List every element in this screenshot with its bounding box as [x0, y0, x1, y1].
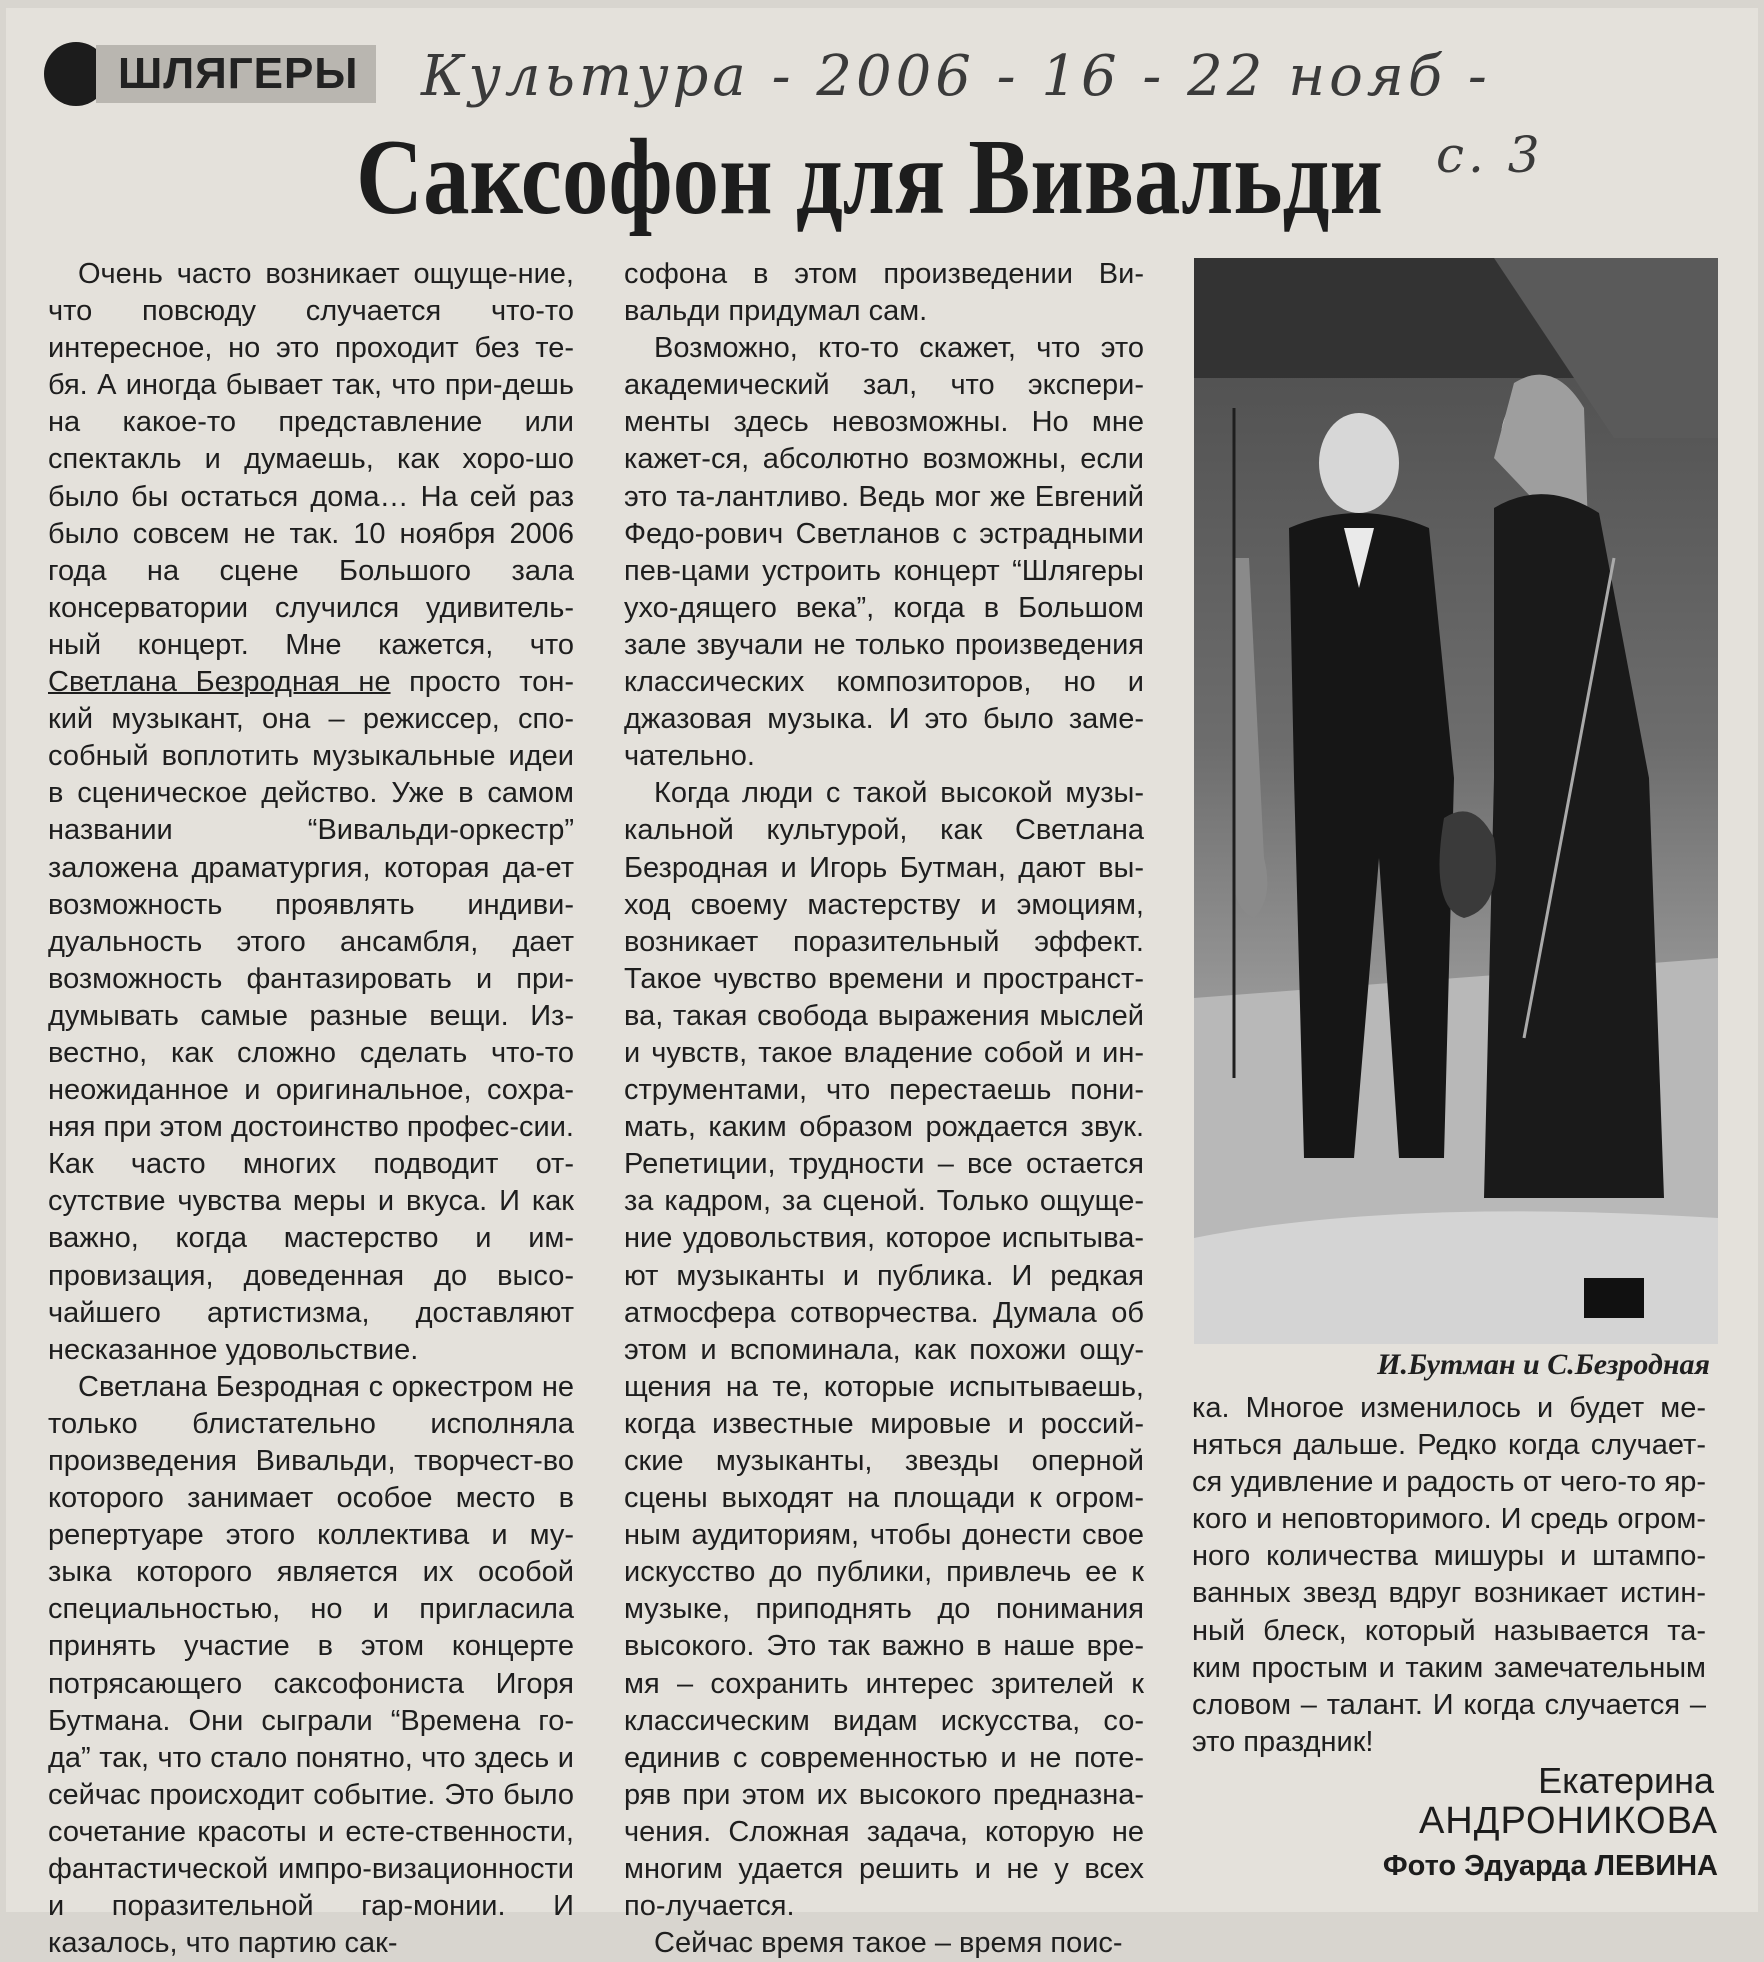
paragraph: ка. Многое изменилось и будет ме-няться дальше. Редко когда случает-ся удивление и радость от чего-то яр-кого и неповторимого. И средь огром-ного количества мишуры и штампо-ванных звезд вдруг возникает истин-ный блеск, который называется та-ким простым и таким замечательным словом – талант. И когда случается – это праздник!: [1192, 1392, 1706, 1758]
newspaper-clipping: [6, 8, 1758, 1960]
handwritten-page-note: с. 3: [1436, 126, 1544, 184]
article-headline: Саксофон для Вивальди: [356, 118, 1383, 237]
underlined-name: Светлана Безродная не: [48, 666, 391, 699]
concert-photo-image: [1194, 258, 1718, 1344]
rubric-header: [44, 42, 376, 106]
paragraph: Когда люди с такой высокой музы-кальной культурой, как Светлана Безродная и Игорь Бутман, дают вы-ход своему мастерству и эмоциям, возникает поразительный эффект. Такое чувство времени и пространст-ва, такая свобода выражения мыслей и чувств, такое владение собой и ин-струментами, что перестаешь пони-мать, каким образом рождается звук. Репетиции, трудности – все остается за кадром, за сценой. Только ощуще-ние удовольствия, которое испытыва-ют музыканты и публика. И редкая атмосфера сотворчества. Думала об этом и вспоминала, как похожи ощу-щения на те, которые испытываешь, когда известные мировые и россий-ские музыканты, звезды оперной сцены выходят на площади к огром-ным аудиториям, чтобы донести свое искусство до публики, привлечь ее к музыке, приподнять до понимания высокого. Это так важно в наше вре-мя – сохранить интерес зрителей к классическим видам искусства, со-единив с современностью и не поте-ряв при этом их высокого предназна-чения. Сложная задача, которую не многим удается решить и не у всех по-лучается.: [624, 777, 1144, 1923]
article-column-2: [624, 256, 1144, 1960]
paragraph: Возможно, кто-то скажет, что это академический зал, что экспери-менты здесь невозможны. Но мне кажет-ся, абсолютно возможны, если это та-лантливо. Ведь мог же Евгений Федо-рович Светланов с эстрадными пев-цами устроить концерт “Шлягеры ухо-дящего века”, когда в Большом зале звучали не только произведения классических композиторов, но и джазовая музыка. И это было заме-чательно.: [624, 332, 1144, 773]
paragraph-text: просто тон-кий музыкант, она – режиссер, спо-собный воплотить музыкальные идеи в сценическое действо. Уже в самом названии “Вивальди-оркестр” заложена драматургия, которая да-ет возможность проявлять индиви-дуальность этого ансамбля, дает возможность фантазировать и при-думывать самые разные вещи. Из-вестно, как сложно сделать что-то неожиданное и оригинальное, сохра-няя при этом достоинство профес-сии. Как часто многих подводит от-сутствие чувства меры и вкуса. И как важно, когда мастерство и им-провизация, доведенная до высо-чайшего артистизма, доставляют несказанное удовольствие.: [48, 666, 574, 1366]
paragraph: [48, 256, 574, 1369]
article-column-3: [1192, 1390, 1706, 1760]
rubric-label: ШЛЯГЕРЫ: [96, 45, 376, 103]
author-last-name: АНДРОНИКОВА: [1418, 1800, 1718, 1842]
handwritten-source-note: Культура - 2006 - 16 - 22 нояб -: [421, 44, 1491, 109]
photo-caption: И.Бутман и С.Безродная: [1377, 1348, 1710, 1381]
paragraph: Сейчас время такое – время поис-: [654, 1927, 1123, 1960]
photo-credit: Фото Эдуарда ЛЕВИНА: [1382, 1850, 1718, 1882]
article-column-1: [48, 256, 574, 1960]
author-first-name: Екатерина: [1538, 1760, 1714, 1801]
concert-photo: [1194, 258, 1718, 1344]
paragraph: софона в этом произведении Ви-вальди придумал сам.: [624, 258, 1144, 328]
paragraph: Светлана Безродная с оркестром не только блистательно исполняла произведения Вивальди, творчест-во которого занимает особое место в репертуаре этого коллектива и му-зыка которого является их особой специальностью, но и пригласила принять участие в этом концерте потрясающего саксофониста Игоря Бутмана. Они сыграли “Времена го-да” так, что стало понятно, что здесь и сейчас происходит событие. Это было сочетание красоты и есте-ственности, фантастической импро-визационности и поразительной гар-монии. И казалось, что партию сак-: [48, 1370, 574, 1960]
paragraph-text: Очень часто возникает ощуще-ние, что повсюду случается что-то интересное, но это проходит без те-бя. А иногда бывает так, что при-дешь на какое-то представление или спектакль и думаешь, как хоро-шо было бы остаться дома… На сей раз было совсем не так. 10 ноября 2006 года на сцене Большого зала консерватории случился удивитель-ный концерт. Мне кажется, что: [48, 258, 574, 661]
